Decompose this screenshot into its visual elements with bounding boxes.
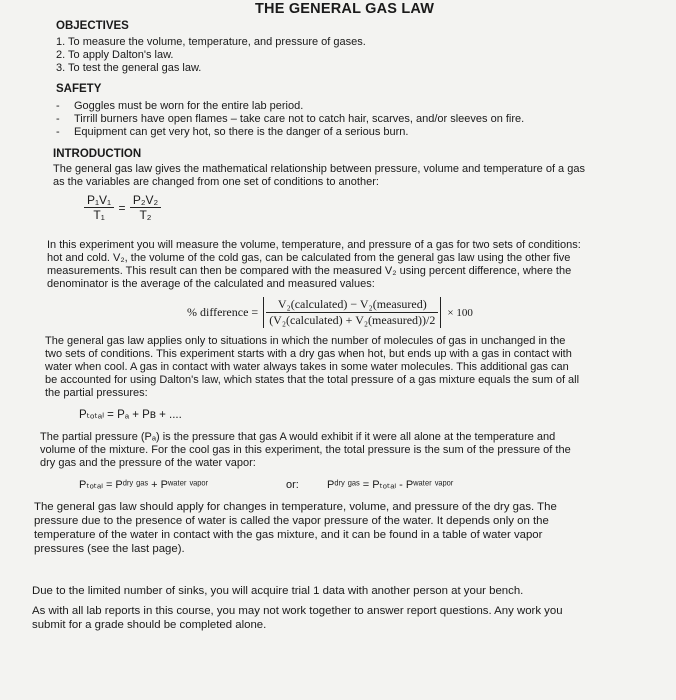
intro-line: water when cool. A gas in contact with water always takes in some water molecules. This additional gas can [45, 361, 569, 373]
intro-line: as the variables are changed from one set of conditions to another: [53, 176, 379, 188]
intro-line: pressure due to the presence of water is called the vapor pressure of the water. It depends only on the [34, 515, 549, 527]
eq4-or: or: [286, 479, 299, 491]
objectives-heading: OBJECTIVES [56, 20, 129, 32]
intro-line: pressures (see the last page). [34, 543, 185, 555]
intro-line: the partial pressures: [45, 387, 148, 399]
note-line: As with all lab reports in this course, you may not work together to answer report questions. Any work you [32, 605, 563, 617]
eq1-rhs-numerator: P₂V₂ [130, 193, 161, 208]
safety-item: Goggles must be worn for the entire lab period. [74, 100, 304, 112]
eq2-numerator: V₂(calculated) − V₂(measured) [266, 297, 438, 313]
objective-item: 3. To test the general gas law. [56, 62, 202, 74]
dalton-law-equation: Pₜₒₜₐₗ = Pₐ + Pʙ + .... [79, 409, 182, 421]
objective-item: 1. To measure the volume, temperature, and pressure of gases. [56, 36, 366, 48]
eq1-rhs-denominator: T₂ [139, 208, 152, 222]
intro-line: The partial pressure (Pₐ) is the pressure that gas A would exhibit if it were all alone at the temperature and [40, 431, 556, 443]
intro-line: volume of the mixture. For the cool gas in this experiment, the total pressure is the sum of the pressure of the [40, 444, 571, 456]
percent-difference-equation [187, 297, 473, 328]
intro-line: In this experiment you will measure the volume, temperature, and pressure of a gas for two sets of conditions: [47, 239, 581, 251]
page-title: THE GENERAL GAS LAW [255, 1, 435, 17]
eq2-denominator: (V₂(calculated) + V₂(measured))/2 [269, 313, 436, 327]
intro-line: The general gas law gives the mathematical relationship between pressure, volume and temperature of a gas [53, 163, 585, 175]
eq1-lhs-numerator: P₁V₁ [84, 193, 114, 208]
eq2-label: % difference = [187, 305, 259, 319]
intro-line: The general gas law applies only to situations in which the number of molecules of gas in unchanged in the [45, 335, 566, 347]
intro-line: denominator is the average of the calculated and measured values: [47, 278, 375, 290]
introduction-heading: INTRODUCTION [53, 148, 142, 160]
intro-line: The general gas law should apply for changes in temperature, volume, and pressure of the dry gas. The [34, 501, 557, 513]
eq1-equals: = [118, 200, 126, 215]
general-gas-law-equation [84, 193, 161, 222]
objective-item: 2. To apply Dalton's law. [56, 49, 174, 61]
intro-line: two sets of conditions. This experiment starts with a dry gas when hot, but ends up with a gas in contact with [45, 348, 572, 360]
safety-bullet: - [56, 100, 60, 112]
total-pressure-equation: Pₜₒₜₐₗ = Pᵈʳʸ ᵍᵃˢ + Pʷᵃᵗᵉʳ ᵛᵃᵖᵒʳ [79, 479, 209, 491]
note-line: submit for a grade should be completed alone. [32, 619, 267, 631]
intro-line: temperature of the water in contact with the gas mixture, and it can be found in a table of water vapor [34, 529, 543, 541]
intro-line: dry gas and the pressure of the water vapor: [40, 457, 256, 469]
safety-bullet: - [56, 126, 60, 138]
dry-gas-pressure-equation: Pᵈʳʸ ᵍᵃˢ = Pₜₒₜₐₗ - Pʷᵃᵗᵉʳ ᵛᵃᵖᵒʳ [327, 479, 454, 491]
intro-line: hot and cold. V₂, the volume of the cold gas, can be calculated from the general gas law using the other five [47, 252, 571, 264]
eq1-lhs-denominator: T₁ [93, 208, 105, 222]
intro-line: be accounted for using Dalton's law, which states that the total pressure of a gas mixture equals the sum of all [45, 374, 580, 386]
intro-line: measurements. This result can then be compared with the measured V₂ using percent difference, where the [47, 265, 572, 277]
safety-item: Equipment can get very hot, so there is the danger of a serious burn. [74, 126, 409, 138]
safety-bullet: - [56, 113, 60, 125]
safety-heading: SAFETY [56, 83, 102, 95]
note-line: Due to the limited number of sinks, you will acquire trial 1 data with another person at your bench. [32, 585, 524, 597]
eq2-multiplier: × 100 [447, 306, 473, 319]
safety-item: Tirrill burners have open flames – take care not to catch hair, scarves, and/or sleeves on fire. [74, 113, 525, 125]
